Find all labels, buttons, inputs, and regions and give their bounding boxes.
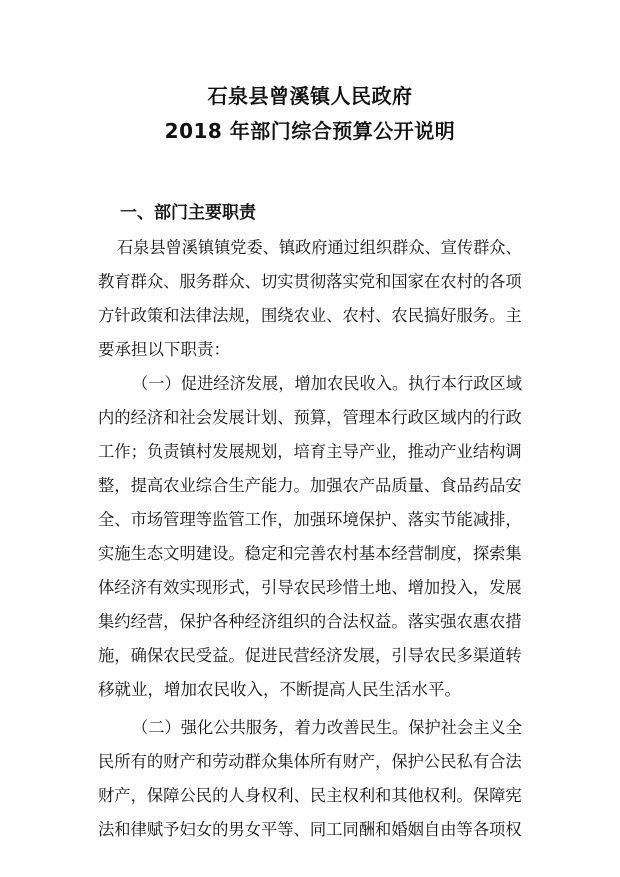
body-line-text: 体经济有效实现形式，引导农民珍惜土地、增加投入，发展 <box>98 578 522 597</box>
body-line-text: 方针政策和法律法规，围绕农业、农村、农民搞好服务。主 <box>98 306 522 325</box>
section-heading: 一、部门主要职责 <box>120 203 256 223</box>
body-line-text: 民所有的财产和劳动群众集体所有财产，保护公民私有合法 <box>98 752 522 771</box>
body-line-text: （二）强化公共服务，着力改善民生。保护社会主义全 <box>132 718 522 737</box>
body-line-text: 整，提高农业综合生产能力。加强农产品质量、食品药品安 <box>98 476 522 495</box>
body-line-text: 法和律赋予妇女的男女平等、同工同酬和婚姻自由等各项权 <box>98 820 522 839</box>
body-line-text: 石泉县曾溪镇镇党委、镇政府通过组织群众、宣传群众、 <box>117 238 522 257</box>
body-line-text: 移就业，增加农民收入，不断提高人民生活水平。 <box>98 680 461 699</box>
body-line-text: 全、市场管理等监管工作，加强环境保护、落实节能减排， <box>98 510 522 529</box>
body-line-text: 集约经营，保护各种经济组织的合法权益。落实强农惠农措 <box>98 612 522 631</box>
body-line-text: 教育群众、服务群众、切实贯彻落实党和国家在农村的各项 <box>98 272 522 291</box>
body-line-text: 实施生态文明建设。稳定和完善农村基本经营制度，探索集 <box>98 544 522 563</box>
body-line-text: 工作；负责镇村发展规划，培育主导产业，推动产业结构调 <box>98 442 522 461</box>
document-title-line2: 2018 年部门综合预算公开说明 <box>164 119 456 143</box>
body-line-text: （一）促进经济发展，增加农民收入。执行本行政区域 <box>132 374 522 393</box>
document-title-line1: 石泉县曾溪镇人民政府 <box>207 84 413 108</box>
body-line-text: 施，确保农民受益。促进民营经济发展，引导农民多渠道转 <box>98 646 522 665</box>
body-line-text: 要承担以下职责： <box>98 340 230 359</box>
body-line-text: 内的经济和社会发展计划、预算，管理本行政区域内的行政 <box>98 408 522 427</box>
body-line-text: 财产，保障公民的人身权利、民主权利和其他权利。保障宪 <box>98 786 522 805</box>
